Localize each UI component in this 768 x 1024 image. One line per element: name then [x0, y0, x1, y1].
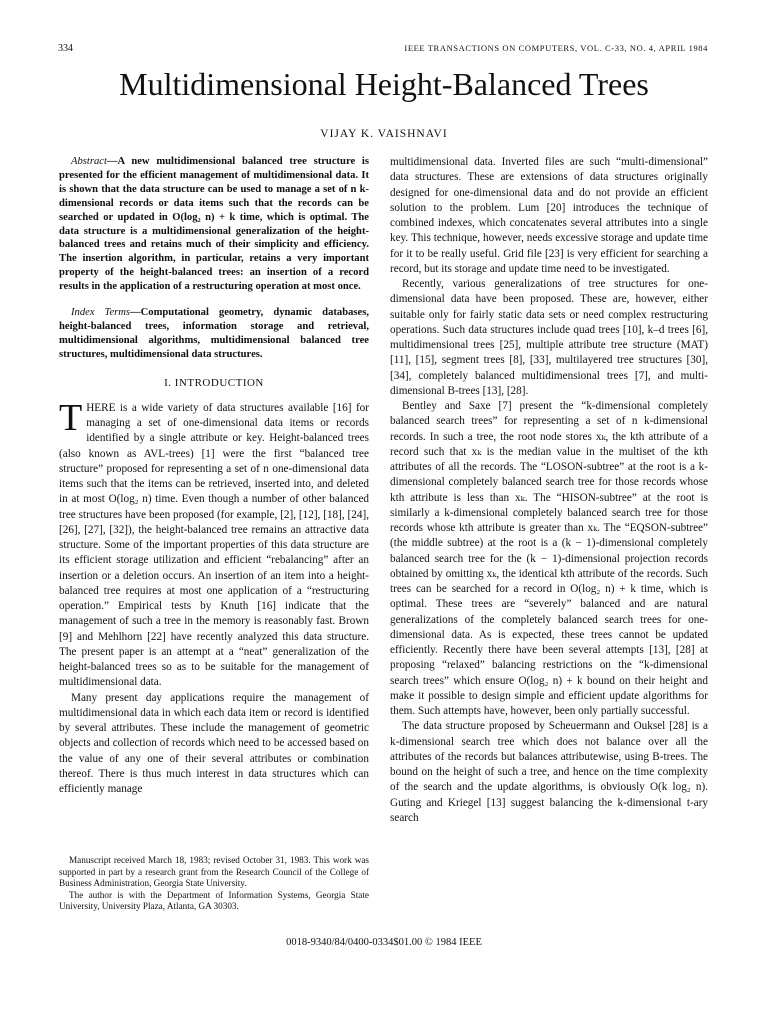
index-terms-label: Index Terms — [71, 307, 131, 319]
intro-paragraph-1-text: HERE is a wide variety of data structures available [16] for managing a set of one-dimensional data items or records identified by a single attribute or key. Height-balanced trees (also known as AVL-trees) [1] were the first “balanced tree structure” proposed for representing a set of n one-dimensional data items such that the items can be retrieved, inserted into, and deleted in at most O(log₂ n) time. Even though a number of other balanced tree structures have been proposed (for example, [2], [12], [18], [24], [26], [27], [32]), the height-balanced tree remains an attractive data structure. Some of the important properties of this data structure are its efficient storage utilization and efficient “rebalancing” after an insertion or a deletion occurs. An insertion of an item into a height-balanced tree requires at most one application of a “restructuring operation.” Empirical tests by Knuth [16] indicate that the management of such a tree in the memory is reasonably fast. Brown [9] and Mehlhorn [22] have recently analyzed this data structure. The present paper is an attempt at a “neat” generalization of the height-balanced trees so as to be suitable for the management of multidimensional data. — [59, 401, 369, 689]
author-name: VIJAY K. VAISHNAVI — [320, 128, 448, 140]
index-terms — [59, 306, 369, 362]
footnote — [59, 855, 369, 913]
left-column — [59, 155, 369, 797]
abstract-label: Abstract — [71, 156, 107, 167]
intro-paragraph-1 — [59, 396, 369, 691]
paper-title: Multidimensional Height-Balanced Trees — [119, 66, 649, 102]
copyright-footer: 0018-9340/84/0400-0334$01.00 © 1984 IEEE — [286, 937, 482, 948]
section-heading: I. INTRODUCTION — [164, 376, 264, 389]
right-paragraph-3: Bentley and Saxe [7] present the “k-dimensional completely balanced search trees” for representing a set of n k-dimensional records. In such a tree, the root node stores xₖ, the kth attribute of a record such that xₖ is the median value in the multiset of the kth attributes of all the records. The “LOSON-subtree” at the root is a k-dimensional completely balanced search tree for those records whose kth attribute is less than xₖ. The “HISON-subtree” at the root is similarly a k-dimensional completely balanced search tree for those records whose kth attribute is greater than xₖ. The “EQSON-subtree” (the middle subtree) at the root is a (k − 1)-dimensional completely balanced search tree for the (k − 1)-dimensional projection records obtained by omitting xₖ, the identical kth attribute of the records. Such trees can be searched for a record in O(log₂ n) + k time, which is optimal. These trees are “severely” balanced and are natural generalizations of the completely balanced search trees for one-dimensional data. As is expected, these trees cannot be updated efficiently. Recently there have been several attempts [13], [28] at proposing “relaxed” balancing restrictions on the “k-dimensional search trees” which ensure O(log₂ n) + k bound on their height and make it possible to design simple and efficient update algorithms for them. Such attempts have, however, been only partially successful. — [390, 400, 708, 717]
right-paragraph-1: multidimensional data. Inverted files are such “multi-dimensional” data structures. These are extensions of data structures originally designed for one-dimensional data and do not provide an efficient solution to the problem. Lum [20] introduces the technique of combined indexes, which concatenates several attributes into a single key. This technique, however, needs excessive storage and update time for it to be really useful. Grid file [23] is very efficient for searching a record, but its storage and update time need to be investigated. — [390, 156, 708, 275]
index-terms-text: —Computational geometry, dynamic databases, height-balanced trees, information storage and retrieval, multidimensional algorithms, multidimensional balanced tree structures, multidimensional data structures. — [59, 307, 369, 360]
right-paragraph-4: The data structure proposed by Scheuermann and Ouksel [28] is a k-dimensional search tree which does not balance over all the attributes of the records but balances attributewise, using B-trees. The bound on the height of such a tree, and hence on the time complexity of the search and the update algorithms, is obviously O(k log₂ n). Guting and Kriegel [13] suggest balancing the k-dimensional t-ary search — [390, 720, 708, 824]
footnote-affiliation: The author is with the Department of Information Systems, Georgia State University, University Plaza, Atlanta, GA 30303. — [59, 889, 369, 911]
abstract-text: —A new multidimensional balanced tree structure is presented for the efficient management of multidimensional data. It is shown that the data structure can be used to manage a set of n k-dimensional records or data items such that the records can be searched or updated in O(log₂ n) + k time, which is optimal. The data structure is a multidimensional generalization of the height-balanced trees and retains much of their simplicity and efficiency. The insertion algorithm, in particular, retains a very important property of the height-balanced trees: an insertion of a record results in the application of a restructuring operation at most once. — [59, 156, 369, 293]
drop-cap: T — [59, 396, 83, 439]
right-column — [390, 155, 708, 826]
right-paragraph-2: Recently, various generalizations of tree structures for one-dimensional data have been proposed. These are, however, either suitable only for fairly static data sets or need complex restructuring operations. Such data structures include quad trees [10], k–d trees [6], multidimensional trees [25], multiple attribute tree structure (MAT) [11], [15], segment trees [8], [33], multilayered tree structures [30], [34], completely balanced multidimensional trees [7], and multi-dimensional B-trees [13], [28]. — [390, 278, 708, 397]
running-head: IEEE TRANSACTIONS ON COMPUTERS, VOL. C-33, NO. 4, APRIL 1984 — [404, 43, 708, 53]
page-number: 334 — [58, 43, 73, 54]
abstract — [59, 155, 369, 294]
footnote-manuscript: Manuscript received March 18, 1983; revised October 31, 1983. This work was supported in part by a research grant from the Research Council of the College of Business Administration, Georgia State University. — [59, 855, 369, 888]
intro-paragraph-2: Many present day applications require the management of multidimensional data in which each data item or record is identified by several attributes. These include the management of geometric objects and collection of records which need to be accessed based on the value of any one of their several attributes or combination thereof. There is thus much interest in data structures which can efficiently manage — [59, 691, 369, 796]
